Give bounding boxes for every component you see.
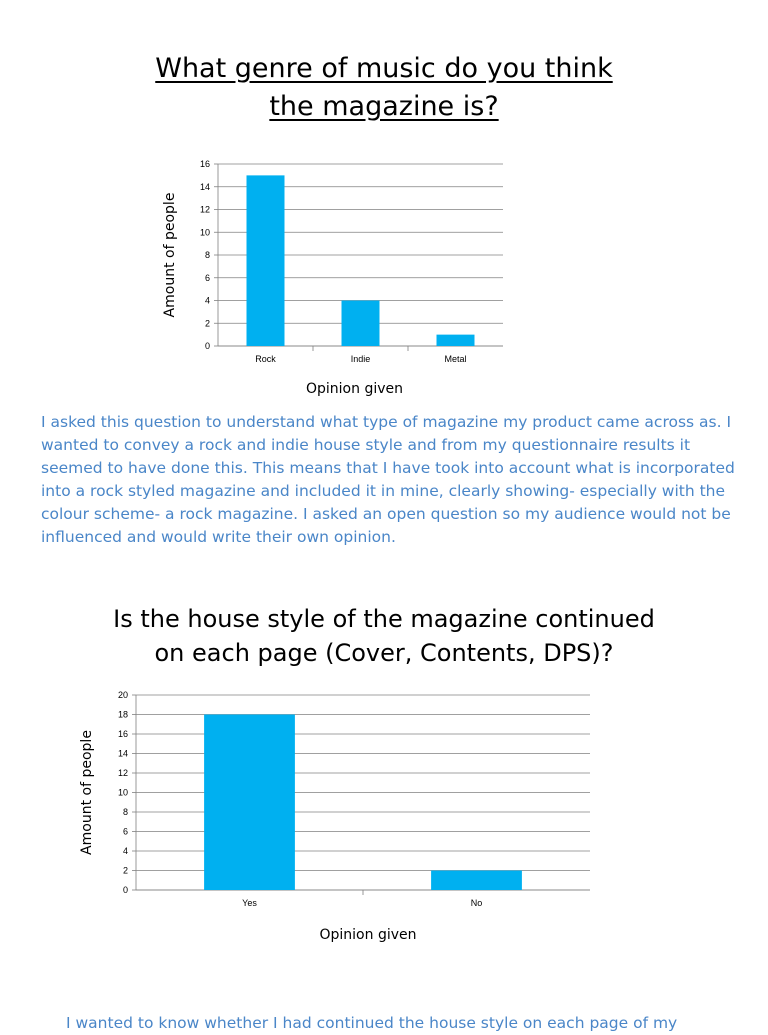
chart2-y-axis-label: Amount of people: [79, 730, 95, 855]
chart1-title-line2: the magazine is?: [269, 91, 499, 122]
chart2-y-tick-label: 14: [117, 748, 128, 759]
chart1-y-axis-label: Amount of people: [162, 192, 178, 318]
chart1-x-tick-label: Metal: [444, 354, 467, 364]
chart1-y-tick-label: 10: [199, 227, 210, 238]
house-style-explanation-paragraph: I wanted to know whether I had continued the house style on each page of my: [66, 1014, 678, 1032]
chart1-y-tick-label: 14: [199, 181, 210, 192]
chart1-y-tick-label: 16: [199, 159, 210, 169]
chart2-y-tick-label: 16: [117, 729, 128, 739]
chart2-y-tick-label: 18: [117, 709, 128, 720]
chart1-x-tick-label: Rock: [255, 354, 276, 364]
genre-explanation-paragraph: I asked this question to understand what type of magazine my product came across as. I wanted to convey a rock and indie house style and from my questionnaire results it seemed to have done this. This means that I have took into account what is incorporated into a rock styled magazine and included it in mine, clearly showing- especially with the colour scheme- a rock magazine. I asked an open question so my audience would not be influenced and would write their own opinion.: [41, 413, 735, 546]
chart2-y-tick-label: 4: [122, 846, 128, 856]
chart2-y-tick-label: 20: [117, 690, 128, 700]
chart2-y-tick-label: 2: [122, 865, 128, 876]
chart2-y-tick-label: 10: [117, 787, 128, 798]
chart2-bar-yes: [204, 715, 295, 891]
chart2-title-line2: on each page (Cover, Contents, DPS)?: [154, 639, 614, 667]
chart2-x-axis-label: Opinion given: [319, 927, 417, 943]
chart1-y-tick-label: 8: [204, 250, 210, 260]
chart2-y-tick-label: 12: [117, 768, 128, 778]
chart1-y-tick-label: 12: [199, 204, 210, 215]
chart2-x-tick-label: Yes: [242, 898, 257, 908]
chart2-bar-no: [431, 871, 522, 891]
chart1-x-tick-label: Indie: [350, 354, 371, 364]
chart1-title-line1: What genre of music do you think: [155, 53, 613, 84]
chart1-y-tick-label: 4: [204, 295, 210, 306]
chart2-y-tick-label: 0: [122, 885, 128, 895]
chart2-x-tick-label: No: [470, 898, 483, 908]
chart2-title-line1: Is the house style of the magazine continued: [113, 605, 655, 633]
chart2-y-tick-label: 6: [122, 826, 128, 837]
chart2-y-tick-label: 8: [122, 807, 128, 817]
chart1-x-axis-label: Opinion given: [306, 381, 403, 397]
chart1-y-tick-label: 0: [204, 341, 210, 351]
chart1-y-tick-label: 6: [204, 272, 210, 283]
chart1-y-tick-label: 2: [204, 318, 210, 329]
